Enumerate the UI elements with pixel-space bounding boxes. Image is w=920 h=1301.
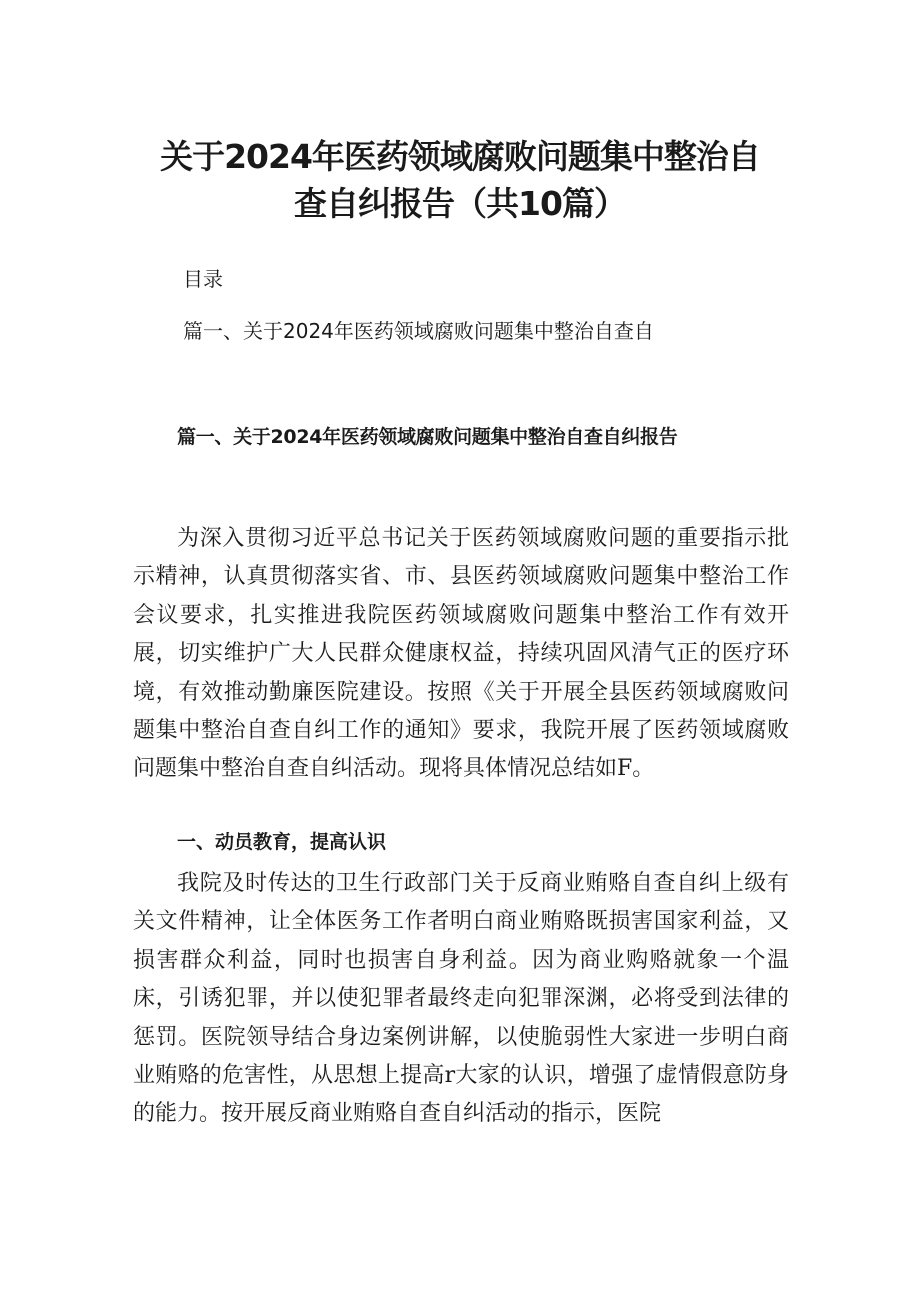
document-title-line-2: 查自纠报告（共10篇） [294, 184, 626, 223]
section-title: 篇一、关于2024年医药领域腐败问题集中整治自查自纠报告 [177, 426, 678, 448]
body-paragraph-2: 我院及时传达的卫生行政部门关于反商业贿赂自查自纠上级有关文件精神，让全体医务工作者明白商业贿赂既损害国家利益，又损害群众利益，同时也损害自身利益。因为商业购赂就象一个温床，引诱犯罪，并以使犯罪者最终走向犯罪深渊，必将受到法律的惩罚。医院领导结合身边案例讲解，以使脆弱性大家进一步明白商业贿赂的危害性，从思想上提高r大家的认识，增强了虚情假意防身的能力。按开展反商业贿赂自查自纠活动的指示，医院 [133, 871, 789, 1127]
body-paragraph-1: 为深入贯彻习近平总书记关于医药领域腐败问题的重要指示批示精神，认真贯彻落实省、市、县医药领域腐败问题集中整治工作会议要求，扎实推进我院医药领域腐败问题集中整治工作有效开展，切实维护广大人民群众健康权益，持续巩固风清气正的医疗环境，有效推动勤廉医院建设。按照《关于开展全县医药领域腐败问题集中整治自查自纠工作的通知》要求，我院开展了医药领域腐败问题集中整治自查自纠活动。现将具体情况总结如F。 [133, 526, 789, 782]
document-title-line-1: 关于2024年医药领域腐败问题集中整治自 [160, 137, 760, 176]
toc-item-1[interactable]: 篇一、关于2024年医药领域腐败问题集中整治自查自 [183, 319, 654, 343]
subheading-mobilization: 一、动员教育，提高认识 [177, 831, 387, 853]
toc-heading: 目录 [183, 267, 223, 291]
